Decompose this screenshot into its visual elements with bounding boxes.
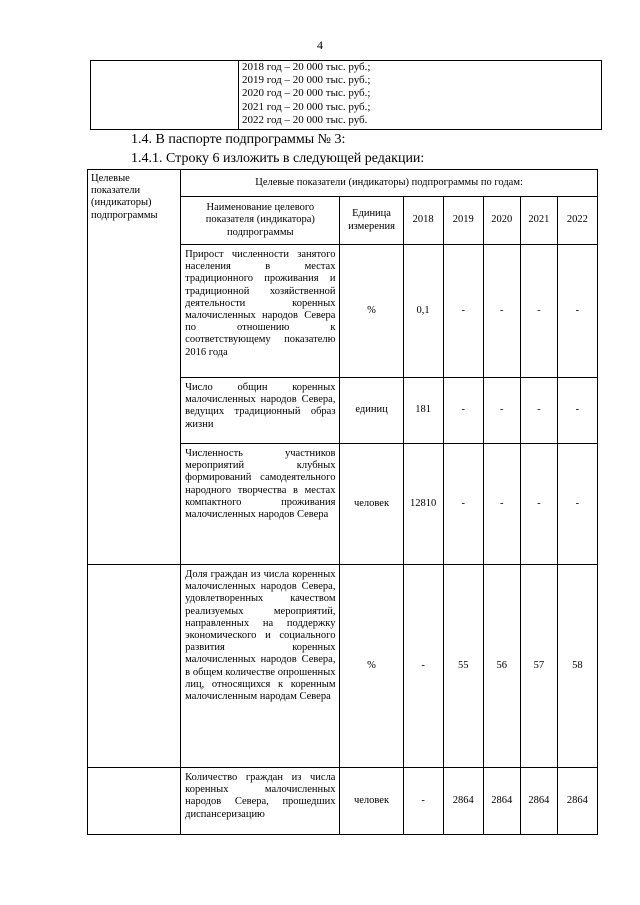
indicators-table (87, 169, 598, 835)
table-header-main: Целевые показатели (индикаторы) подпрограммы по годам: (181, 170, 598, 197)
col-header-unit: Единица измерения (340, 197, 403, 245)
table-row (88, 768, 598, 835)
funding-line: 2022 год – 20 000 тыс. руб. (242, 113, 368, 126)
indicator-value: - (520, 378, 557, 444)
indicator-name: Численность участников мероприятий клубных формирований самодеятельного народного творчества в местах компактного проживания малочисленных народов Севера (181, 444, 340, 565)
indicator-name: Число общин коренных малочисленных народов Севера, ведущих традиционный образ жизни (181, 378, 340, 444)
indicator-value: - (557, 444, 597, 565)
indicator-value: - (520, 245, 557, 378)
indicator-unit: % (340, 245, 403, 378)
col-header-year: 2018 (403, 197, 443, 245)
indicator-value: - (443, 245, 483, 378)
table-row (88, 565, 598, 768)
funding-line: 2021 год – 20 000 тыс. руб.; (242, 100, 371, 113)
indicator-value: - (443, 378, 483, 444)
col-header-name: Наименование целевого показателя (индикатора) подпрограммы (181, 197, 340, 245)
funding-values-cell (239, 61, 602, 130)
indicator-value: - (403, 768, 443, 835)
section-heading: 1.4. В паспорте подпрограммы № 3: (131, 132, 346, 147)
funding-line: 2019 год – 20 000 тыс. руб.; (242, 74, 371, 87)
table-header-row (88, 170, 598, 197)
indicator-name: Прирост численности занятого населения в местах традиционного проживания и традиционной хозяйственной деятельности коренных малочисленных народов Севера по отношению к соответствующему показателю 2016 года (181, 245, 340, 378)
indicator-value: - (403, 565, 443, 768)
indicator-value: 181 (403, 378, 443, 444)
row-label-empty (88, 768, 181, 835)
funding-row (91, 61, 602, 130)
indicator-unit: человек (340, 768, 403, 835)
indicator-value: 12810 (403, 444, 443, 565)
indicator-value: 0,1 (403, 245, 443, 378)
subsection-heading: 1.4.1. Строку 6 изложить в следующей редакции: (131, 151, 425, 166)
indicator-value: - (443, 444, 483, 565)
funding-line: 2018 год – 20 000 тыс. руб.; (242, 61, 371, 73)
indicator-value: - (483, 245, 520, 378)
indicator-value: 2864 (520, 768, 557, 835)
indicator-value: 2864 (443, 768, 483, 835)
indicator-value: - (483, 444, 520, 565)
indicator-value: - (483, 378, 520, 444)
row-label-empty (88, 565, 181, 768)
funding-label-cell (91, 61, 239, 130)
indicator-value: 55 (443, 565, 483, 768)
col-header-year: 2021 (520, 197, 557, 245)
col-header-year: 2020 (483, 197, 520, 245)
indicator-unit: единиц (340, 378, 403, 444)
indicator-name: Доля граждан из числа коренных малочисленных народов Севера, удовлетворенных качеством реализуемых мероприятий, направленных на поддержку экономического и социального развития коренных малочисленных народов Севера, в общем количестве опрошенных лиц, относящихся к коренным малочисленным народам Севера (181, 565, 340, 768)
indicator-value: - (520, 444, 557, 565)
col-header-year: 2022 (557, 197, 597, 245)
indicator-value: 56 (483, 565, 520, 768)
indicator-value: - (557, 378, 597, 444)
col-header-year: 2019 (443, 197, 483, 245)
indicator-unit: % (340, 565, 403, 768)
funding-line: 2020 год – 20 000 тыс. руб.; (242, 87, 371, 100)
indicator-value: - (557, 245, 597, 378)
row-label: Целевые показатели (индикаторы) подпрограммы (88, 170, 181, 565)
indicator-unit: человек (340, 444, 403, 565)
page-number: 4 (317, 38, 323, 52)
indicator-value: 2864 (483, 768, 520, 835)
indicator-value: 57 (520, 565, 557, 768)
indicator-value: 2864 (557, 768, 597, 835)
indicator-name: Количество граждан из числа коренных малочисленных народов Севера, прошедших диспансеризацию (181, 768, 340, 835)
funding-table (90, 60, 602, 130)
indicator-value: 58 (557, 565, 597, 768)
